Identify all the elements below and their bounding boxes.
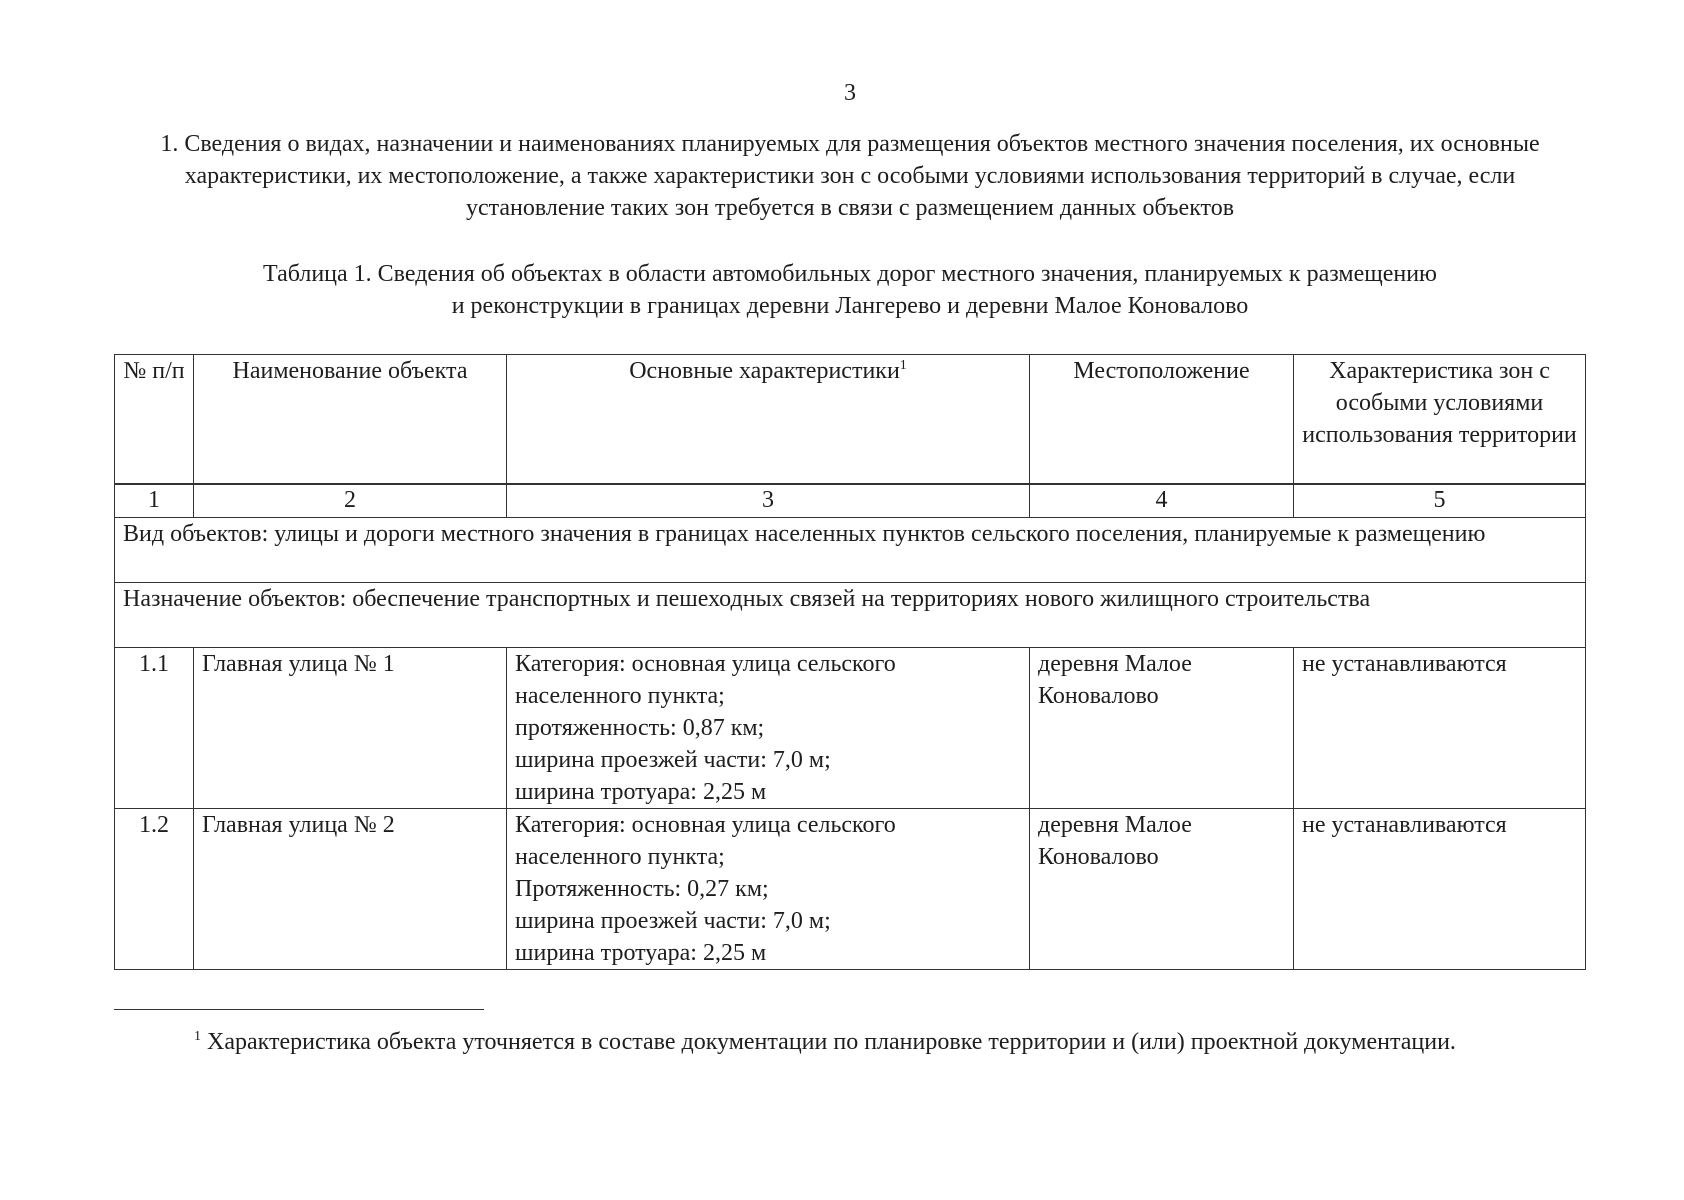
row-characteristics [507,648,1030,809]
table-caption [140,258,1560,322]
table-row [115,648,1586,809]
characteristic-line: Протяженность: 0,27 км; [515,876,769,902]
row-object-name: Главная улица № 1 [194,648,507,809]
characteristic-line: населенного пункта; [515,844,725,870]
table-row [115,809,1586,970]
characteristic-line: ширина проезжей части: 7,0 м; [515,908,831,934]
column-number: 2 [194,485,507,518]
table-caption-line-2: и реконструкции в границах деревни Лангерево и деревни Малое Коновалово [451,293,1249,319]
characteristic-line: населенного пункта; [515,683,725,709]
header-main-characteristics: Основные характеристики$^1$ [507,355,1030,484]
characteristic-line: ширина тротуара: 2,25 м [515,940,767,966]
row-object-name: Главная улица № 2 [194,809,507,970]
table-caption-line-1: Таблица 1. Сведения об объектах в области автомобильных дорог местного значения, планируемых к размещению [263,261,1437,287]
object-type-cell: Вид объектов: улицы и дороги местного значения в границах населенных пунктов сельского поселения, планируемые к размещению [115,518,1586,583]
header-zones: Характеристика зон с особыми условиями использования территории [1294,355,1586,484]
column-numbers-row [115,485,1586,518]
row-characteristics [507,809,1030,970]
row-zones: не устанавливаются [1294,648,1586,809]
footnote-marker: 1 [194,1029,201,1044]
row-location: деревня Малое Коновалово [1030,648,1294,809]
footnote-text: Характеристика объекта уточняется в составе документации по планировке территории и (или) проектной документации. [207,1029,1456,1055]
row-location: деревня Малое Коновалово [1030,809,1294,970]
column-number: 5 [1294,485,1586,518]
characteristic-line: Категория: основная улица сельского [515,651,896,677]
column-number: 3 [507,485,1030,518]
characteristic-line: ширина тротуара: 2,25 м [515,779,767,805]
column-number: 4 [1030,485,1294,518]
object-purpose-row [115,583,1586,648]
header-number: № п/п [115,355,194,484]
row-zones: не устанавливаются [1294,809,1586,970]
header-location: Местоположение [1030,355,1294,484]
objects-table [114,354,1586,970]
column-number: 1 [115,485,194,518]
page-number: 3 [844,80,856,106]
row-number: 1.2 [115,809,194,970]
characteristic-line: протяженность: 0,87 км; [515,715,765,741]
characteristic-line: Категория: основная улица сельского [515,812,896,838]
object-type-row [115,518,1586,583]
section-heading: 1. Сведения о видах, назначении и наименованиях планируемых для размещения объектов местного значения поселения, их основные характеристики, их местоположение, а также характеристики зон с особыми условиями использования территорий в случае, если установление таких зон требуется в связи с размещением данных объектов [160,131,1540,221]
footnote [114,1026,1574,1058]
object-purpose-cell: Назначение объектов: обеспечение транспортных и пешеходных связей на территориях нового жилищного строительства [115,583,1586,648]
header-object-name: Наименование объекта [194,355,507,484]
characteristic-line: ширина проезжей части: 7,0 м; [515,747,831,773]
footnote-divider [114,1009,484,1010]
row-number: 1.1 [115,648,194,809]
footnote-ref: 1 [899,358,907,373]
table-header-row [115,355,1586,484]
